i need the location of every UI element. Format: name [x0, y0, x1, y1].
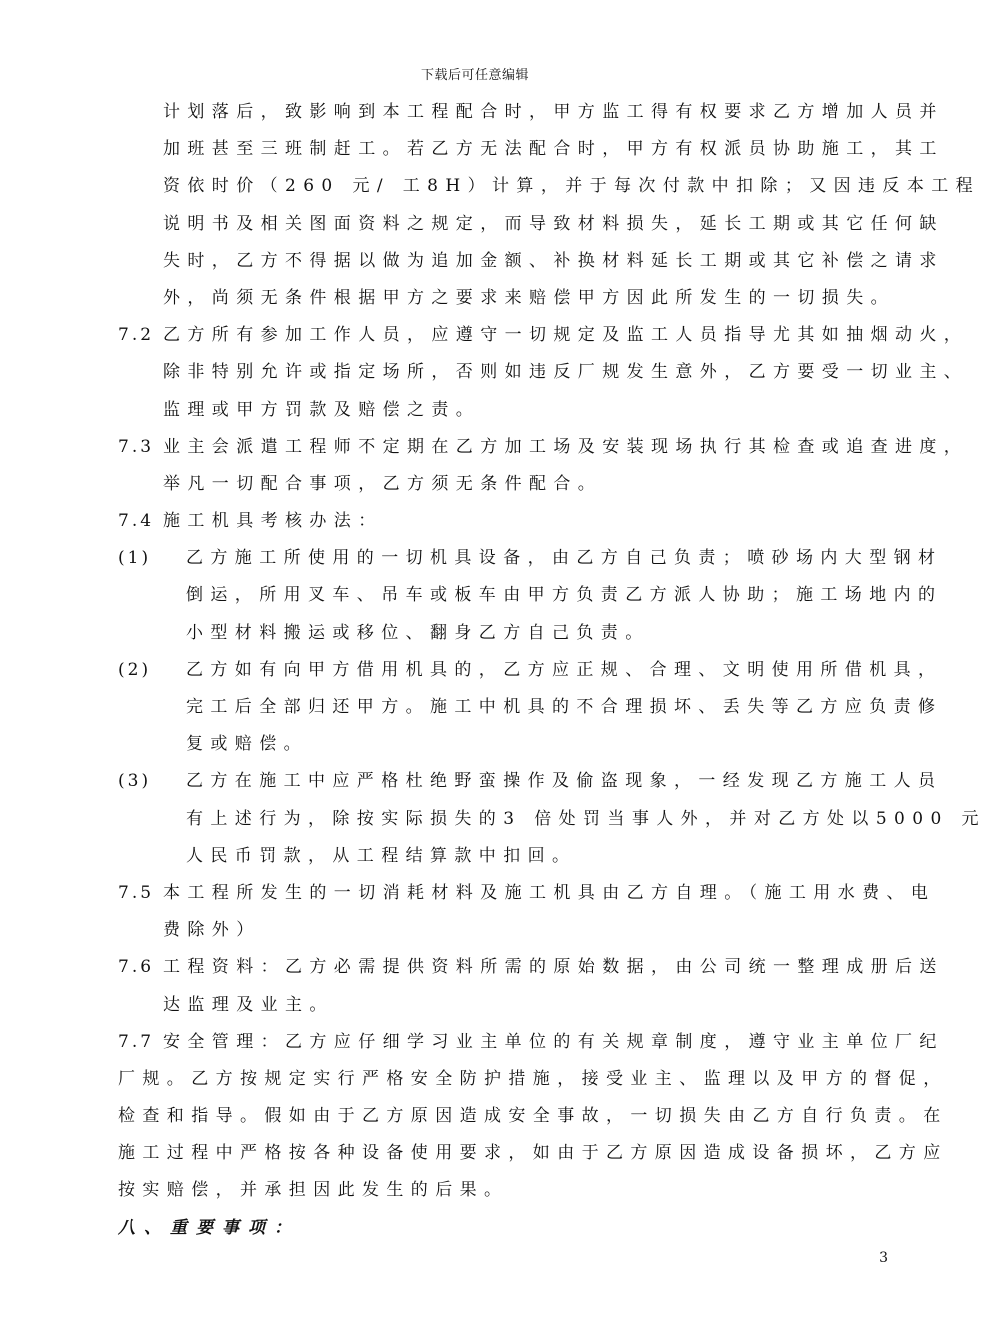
clause-7-5-line: 7.5 本工程所发生的一切消耗材料及施工机具由乙方自理。（施工用水费、电	[118, 879, 898, 916]
clause-number: 7.3	[118, 436, 155, 457]
subclause-2-line: (2) 乙方如有向甲方借用机具的，乙方应正规、合理、文明使用所借机具，	[118, 656, 898, 693]
paragraph-line: 计划落后，致影响到本工程配合时，甲方监工得有权要求乙方增加人员并	[163, 102, 944, 122]
paragraph-line: 施工过程中严格按各种设备使用要求，如由于乙方原因造成设备损坏，乙方应	[118, 1143, 948, 1164]
paragraph-line: 加班甚至三班制赶工。若乙方无法配合时，甲方有权派员协助施工，其工	[163, 139, 944, 160]
clause-7-6-line: 7.6 工程资料：乙方必需提供资料所需的原始数据，由公司统一整理成册后送	[118, 953, 898, 990]
clause-7-3-line: 7.3 业主会派遣工程师不定期在乙方加工场及安装现场执行其检查或追查进度，	[118, 433, 898, 470]
clause-number: 7.6	[118, 957, 155, 978]
paragraph-line: 资依时价（260 元/ 工8H）计算，并于每次付款中扣除；又因违反本工程	[163, 176, 981, 197]
paragraph-line: 检查和指导。假如由于乙方原因造成安全事故，一切损失由乙方自行负责。在	[118, 1106, 948, 1127]
paragraph-line: 失时，乙方不得据以做为追加金额、补换材料延长工期或其它补偿之请求	[163, 250, 944, 271]
paragraph-line: 厂规。乙方按规定实行严格安全防护措施，接受业主、监理以及甲方的督促，	[118, 1068, 948, 1089]
paragraph-line: 说明书及相关图面资料之规定，而导致材料损失，延长工期或其它任何缺	[163, 213, 944, 234]
clause-7-7-line: 7.7 安全管理：乙方应仔细学习业主单位的有关规章制度，遵守业主单位厂纪	[118, 1028, 898, 1065]
paragraph-line: 除非特别允许或指定场所，否则如违反厂规发生意外，乙方要受一切业主、	[163, 362, 969, 383]
paragraph-line: 复或赔偿。	[186, 734, 308, 755]
paragraph-line: 人民币罚款，从工程结算款中扣回。	[186, 845, 577, 866]
page-number: 3	[879, 1250, 888, 1266]
subclause-3-line: (3) 乙方在施工中应严格杜绝野蛮操作及偷盗现象，一经发现乙方施工人员	[118, 767, 898, 804]
clause-number: 7.4	[118, 511, 155, 532]
subclause-number: (3)	[118, 771, 152, 792]
paragraph-line: 费除外）	[163, 920, 261, 941]
subclause-1-line: (1) 乙方施工所使用的一切机具设备，由乙方自己负责；喷砂场内大型钢材	[118, 544, 898, 581]
paragraph-line: 倒运，所用叉车、吊车或板车由甲方负责乙方派人协助；施工场地内的	[186, 585, 943, 606]
paragraph-line: 举凡一切配合事项，乙方须无条件配合。	[163, 473, 603, 494]
clause-7-2-line: 7.2 乙方所有参加工作人员，应遵守一切规定及监工人员指导尤其如抽烟动火，	[118, 321, 898, 358]
paragraph-line: 小型材料搬运或移位、翻身乙方自己负责。	[186, 622, 650, 643]
section-heading: 八、重要事项：	[118, 1217, 300, 1238]
clause-number: 7.2	[118, 325, 155, 346]
clause-7-4-line: 7.4 施工机具考核办法：	[118, 507, 898, 544]
paragraph-line: 监理或甲方罚款及赔偿之责。	[163, 399, 481, 420]
paragraph-line: 有上述行为，除按实际损失的3 倍处罚当事人外，并对乙方处以5000 元	[186, 808, 986, 829]
paragraph-line: 外，尚须无条件根据甲方之要求来赔偿甲方因此所发生的一切损失。	[163, 287, 895, 308]
page-header: 下载后可任意编辑	[420, 68, 529, 83]
paragraph-line: 按实赔偿，并承担因此发生的后果。	[118, 1180, 509, 1201]
document-body	[118, 98, 986, 1251]
subclause-number: (1)	[118, 548, 152, 569]
clause-number: 7.5	[118, 882, 155, 903]
paragraph-line: 达监理及业主。	[163, 994, 334, 1015]
paragraph-line: 完工后全部归还甲方。施工中机具的不合理损坏、丢失等乙方应负责修	[186, 697, 943, 717]
subclause-number: (2)	[118, 659, 152, 680]
clause-number: 7.7	[118, 1031, 155, 1052]
